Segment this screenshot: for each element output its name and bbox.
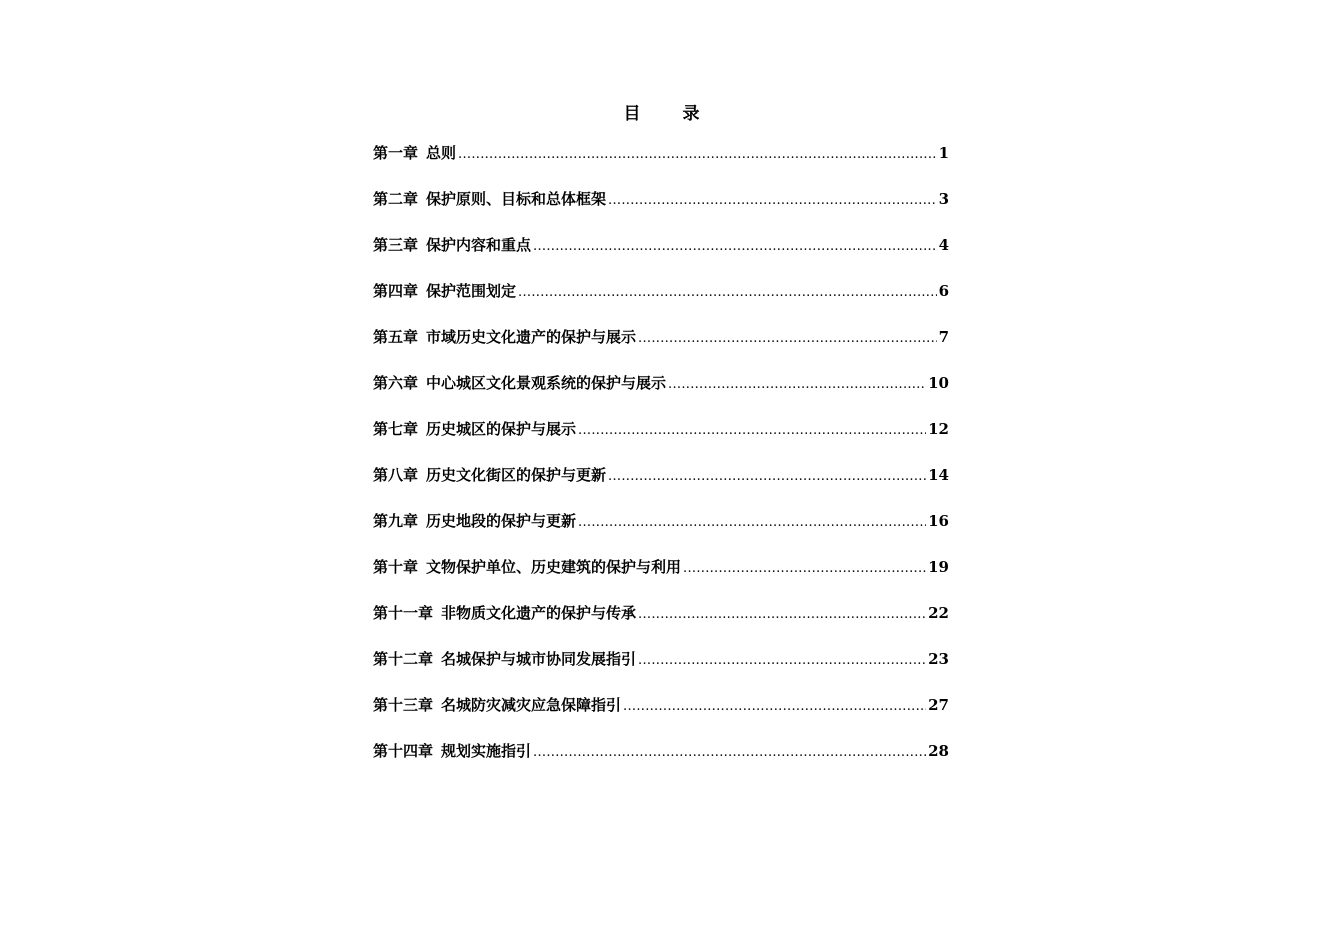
toc-chapter-number: 第十四章 [373, 742, 434, 760]
toc-page-number: 27 [928, 696, 949, 714]
toc-entry-label [373, 462, 606, 488]
toc-chapter-title: 文物保护单位、历史建筑的保护与利用 [426, 558, 682, 576]
toc-chapter-number: 第九章 [373, 512, 419, 530]
toc-chapter-title: 历史文化街区的保护与更新 [426, 466, 607, 484]
toc-dot-leader [668, 372, 926, 398]
toc-chapter-number: 第十二章 [373, 650, 434, 668]
toc-chapter-title: 保护内容和重点 [426, 236, 532, 254]
toc-entry-label [373, 186, 606, 212]
toc-page-number: 14 [928, 466, 949, 484]
toc-chapter-title: 市域历史文化遗产的保护与展示 [426, 328, 637, 346]
toc-entry-13[interactable] [373, 692, 949, 738]
toc-page-number: 10 [928, 374, 949, 392]
toc-chapter-number: 第三章 [373, 236, 419, 254]
toc-page-number: 1 [938, 144, 949, 162]
toc-page-number: 12 [928, 420, 949, 438]
toc-chapter-title: 总则 [426, 144, 457, 162]
toc-entry-label [373, 646, 636, 672]
toc-chapter-number: 第五章 [373, 328, 419, 346]
toc-chapter-title: 规划实施指引 [441, 742, 532, 760]
toc-dot-leader [638, 602, 926, 628]
toc-dot-leader [533, 234, 937, 260]
toc-page-number: 6 [938, 282, 949, 300]
toc-entry-label [373, 232, 531, 258]
toc-page-number: 4 [938, 236, 949, 254]
toc-entry-9[interactable] [373, 508, 949, 554]
toc-page-number: 28 [928, 742, 949, 760]
toc-title: 目 录 [623, 104, 718, 124]
toc-entry-label [373, 324, 636, 350]
toc-chapter-number: 第十一章 [373, 604, 434, 622]
toc-entry-1[interactable] [373, 140, 949, 186]
toc-entry-label [373, 140, 456, 166]
toc-entry-6[interactable] [373, 370, 949, 416]
toc-chapter-title: 保护范围划定 [426, 282, 517, 300]
toc-dot-leader [608, 464, 926, 490]
toc-chapter-title: 中心城区文化景观系统的保护与展示 [426, 374, 667, 392]
toc-chapter-number: 第四章 [373, 282, 419, 300]
toc-chapter-number: 第十三章 [373, 696, 434, 714]
toc-entry-3[interactable] [373, 232, 949, 278]
toc-entry-14[interactable] [373, 738, 949, 784]
toc-chapter-number: 第二章 [373, 190, 419, 208]
toc-entry-4[interactable] [373, 278, 949, 324]
toc-dot-leader [638, 326, 937, 352]
toc-chapter-number: 第一章 [373, 144, 419, 162]
toc-entry-label [373, 692, 621, 718]
table-of-contents [373, 140, 949, 784]
toc-page-number: 16 [928, 512, 949, 530]
toc-entry-2[interactable] [373, 186, 949, 232]
toc-dot-leader [623, 694, 926, 720]
toc-dot-leader [458, 142, 937, 168]
toc-dot-leader [608, 188, 937, 214]
toc-entry-label [373, 508, 576, 534]
toc-chapter-title: 保护原则、目标和总体框架 [426, 190, 607, 208]
toc-entry-5[interactable] [373, 324, 949, 370]
toc-dot-leader [683, 556, 926, 582]
toc-entry-label [373, 416, 576, 442]
toc-chapter-title: 历史城区的保护与展示 [426, 420, 577, 438]
toc-dot-leader [578, 510, 926, 536]
toc-chapter-number: 第六章 [373, 374, 419, 392]
toc-chapter-title: 名城防灾减灾应急保障指引 [441, 696, 622, 714]
toc-chapter-number: 第十章 [373, 558, 419, 576]
toc-entry-10[interactable] [373, 554, 949, 600]
toc-entry-label [373, 738, 531, 764]
toc-page-number: 22 [928, 604, 949, 622]
toc-dot-leader [533, 740, 926, 766]
toc-dot-leader [638, 648, 926, 674]
toc-entry-label [373, 278, 516, 304]
toc-page-number: 23 [928, 650, 949, 668]
toc-chapter-title: 名城保护与城市协同发展指引 [441, 650, 637, 668]
toc-dot-leader [578, 418, 926, 444]
toc-page-number: 7 [938, 328, 949, 346]
toc-chapter-title: 历史地段的保护与更新 [426, 512, 577, 530]
toc-entry-7[interactable] [373, 416, 949, 462]
toc-page-number: 3 [938, 190, 949, 208]
toc-chapter-title: 非物质文化遗产的保护与传承 [441, 604, 637, 622]
toc-dot-leader [518, 280, 937, 306]
toc-page-number: 19 [928, 558, 949, 576]
toc-entry-label [373, 554, 681, 580]
toc-entry-8[interactable] [373, 462, 949, 508]
toc-chapter-number: 第七章 [373, 420, 419, 438]
toc-chapter-number: 第八章 [373, 466, 419, 484]
toc-entry-label [373, 600, 636, 626]
toc-entry-11[interactable] [373, 600, 949, 646]
toc-entry-12[interactable] [373, 646, 949, 692]
toc-entry-label [373, 370, 666, 396]
